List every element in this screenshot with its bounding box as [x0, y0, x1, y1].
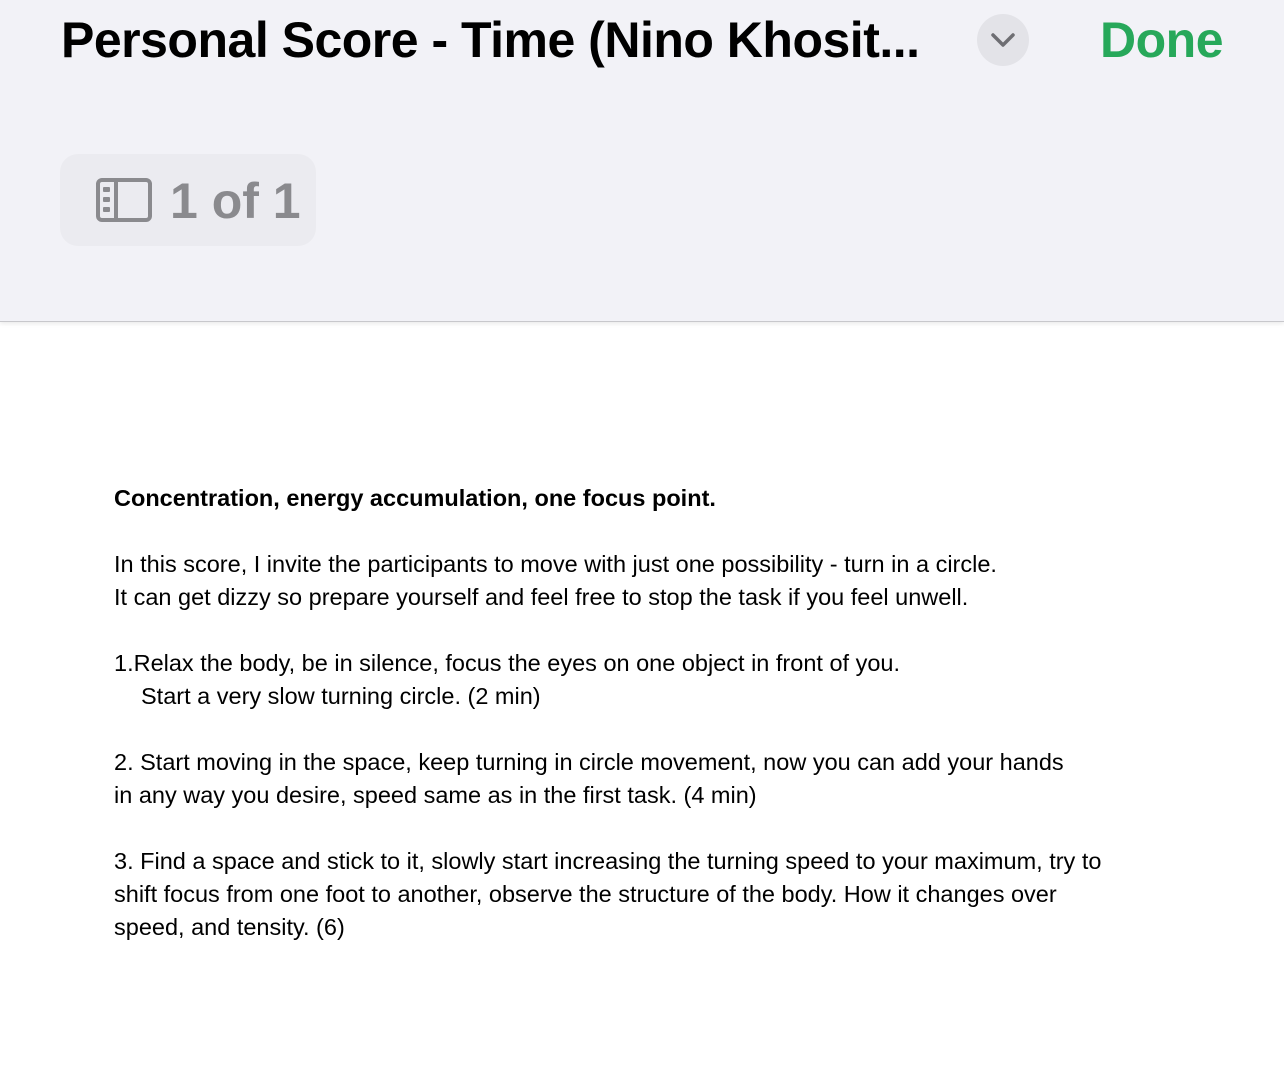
step-1-line-1: 1.Relax the body, be in silence, focus the eyes on one object in front of you. — [114, 650, 900, 676]
document-page — [114, 482, 1214, 944]
page-indicator-button[interactable] — [60, 154, 316, 246]
intro-line-1: In this score, I invite the participants to move with just one possibility - turn in a circle. — [114, 551, 997, 577]
step-2-line-2: in any way you desire, speed same as in the first task. (4 min) — [114, 782, 757, 808]
title-menu-button[interactable] — [977, 14, 1029, 66]
document-title: Personal Score - Time (Nino Khosit... — [61, 12, 920, 68]
top-bar — [0, 0, 1284, 322]
step-3-line-1: 3. Find a space and stick to it, slowly start increasing the turning speed to your maximum, try to — [114, 848, 1102, 874]
intro-line-2: It can get dizzy so prepare yourself and feel free to stop the task if you feel unwell. — [114, 584, 969, 610]
step-3-line-2: shift focus from one foot to another, observe the structure of the body. How it changes over — [114, 881, 1057, 907]
chevron-down-icon — [990, 32, 1016, 48]
page-count-label: 1 of 1 — [170, 173, 301, 229]
step-2-line-1: 2. Start moving in the space, keep turning in circle movement, now you can add your hands — [114, 749, 1064, 775]
document-heading: Concentration, energy accumulation, one focus point. — [114, 485, 716, 511]
sidebar-icon — [96, 178, 152, 222]
done-button[interactable]: Done — [1100, 12, 1223, 68]
step-3-line-3: speed, and tensity. (6) — [114, 914, 345, 940]
step-1-line-2: Start a very slow turning circle. (2 min) — [141, 683, 541, 709]
